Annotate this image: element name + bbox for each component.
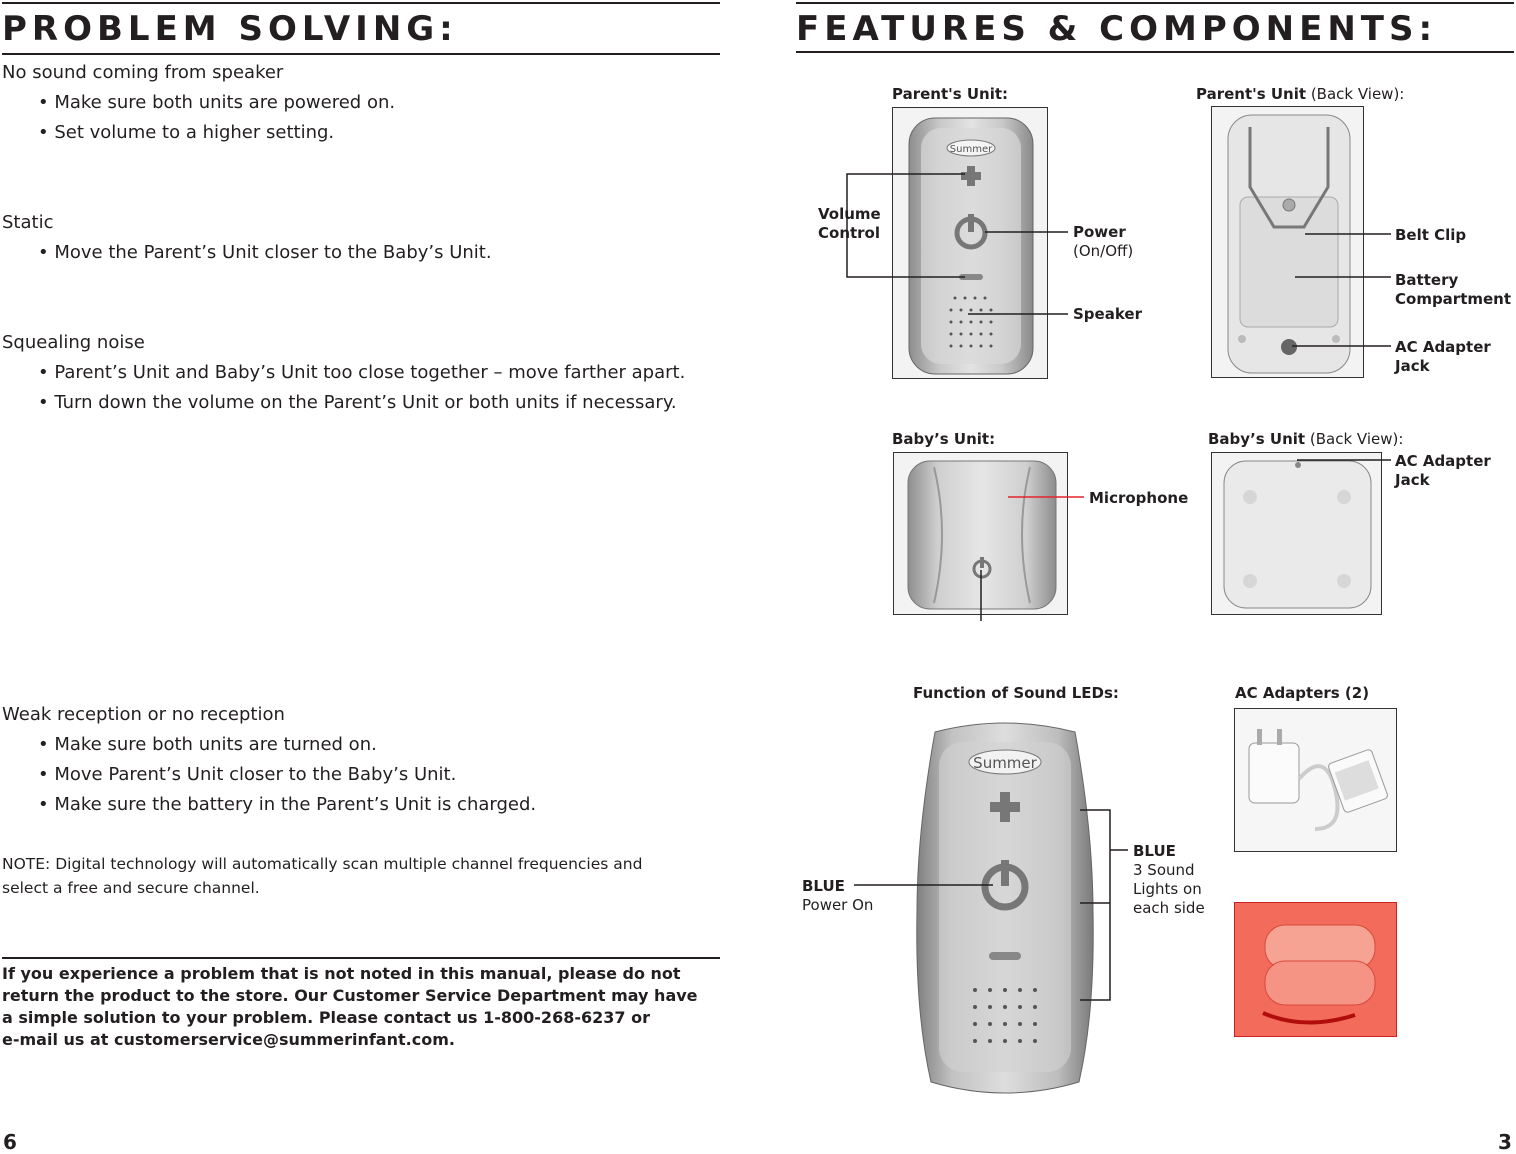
battery-compartment-label: Compartment xyxy=(1395,290,1512,308)
belt-clip-label: Belt Clip xyxy=(1395,226,1467,244)
ac-adapters-title: AC Adapters (2) xyxy=(1235,684,1370,702)
problem-bullet: • Move the Parent’s Unit closer to the Baby’s Unit. xyxy=(38,242,492,263)
problem-title: Weak reception or no reception xyxy=(2,704,285,725)
parents-unit-logo: Summer xyxy=(949,144,993,155)
microphone-label: Microphone xyxy=(1089,489,1189,507)
blue-power-on-label: BLUE xyxy=(802,877,845,895)
problem-bullet: • Move Parent’s Unit closer to the Baby’s Unit. xyxy=(38,764,457,785)
babys-unit-title: Baby’s Unit: xyxy=(892,430,996,448)
footer-line: a simple solution to your problem. Please contact us 1-800-268-6237 or xyxy=(2,1008,650,1027)
speaker-label: Speaker xyxy=(1073,305,1142,323)
customer-service-email: e-mail us at customerservice@summerinfant.com. xyxy=(2,1030,455,1049)
problem-title: Squealing noise xyxy=(2,332,145,353)
blue-sound-lights-sub: Lights on xyxy=(1133,880,1202,898)
note-line: NOTE: Digital technology will automatically scan multiple channel frequencies and xyxy=(2,855,643,873)
problem-bullet: • Make sure the battery in the Parent’s Unit is charged. xyxy=(38,794,537,815)
problem-bullet: • Turn down the volume on the Parent’s Unit or both units if necessary. xyxy=(38,392,677,413)
page-number-right: 3 xyxy=(1498,1130,1512,1154)
footer-line: return the product to the store. Our Customer Service Department may have xyxy=(2,986,698,1005)
volume-control-label: Control xyxy=(818,224,881,242)
power-sub-label: (On/Off) xyxy=(1073,242,1134,260)
babys-back-title-bold: Baby’s Unit xyxy=(1208,430,1306,448)
baby-ac-adapter-jack-label: AC Adapter xyxy=(1395,452,1491,470)
parents-back-title-bold: Parent's Unit xyxy=(1196,85,1307,103)
parents-back-title-rest: (Back View): xyxy=(1306,85,1405,103)
power-label: Power xyxy=(1073,223,1126,241)
babys-back-title-rest: (Back View): xyxy=(1305,430,1404,448)
volume-control-label: Volume xyxy=(818,205,881,223)
footer-line: If you experience a problem that is not noted in this manual, please do not xyxy=(2,964,681,983)
page-number-left: 6 xyxy=(3,1130,17,1154)
battery-illustration xyxy=(1235,903,1397,1037)
problem-bullet: • Make sure both units are turned on. xyxy=(38,734,377,755)
blue-sound-lights-sub: each side xyxy=(1133,899,1205,917)
ac-adapters-photo xyxy=(1234,708,1397,852)
blue-power-on-sub: Power On xyxy=(802,896,874,914)
sound-leds-title: Function of Sound LEDs: xyxy=(913,684,1119,702)
problem-bullet: • Make sure both units are powered on. xyxy=(38,92,396,113)
battery-photo xyxy=(1234,902,1397,1037)
problem-bullet: • Set volume to a higher setting. xyxy=(38,122,335,143)
blue-sound-lights-label: BLUE xyxy=(1133,842,1176,860)
battery-compartment-label: Battery xyxy=(1395,271,1459,289)
problem-bullet: • Parent’s Unit and Baby’s Unit too close together – move farther apart. xyxy=(38,362,686,383)
baby-ac-adapter-jack-label: Jack xyxy=(1395,471,1430,489)
ac-adapters-illustration xyxy=(1235,709,1397,852)
problem-title: Static xyxy=(2,212,54,233)
ac-adapter-jack-label: Jack xyxy=(1395,357,1430,375)
note-line: select a free and secure channel. xyxy=(2,879,260,897)
sound-leds-logo: Summer xyxy=(973,754,1037,772)
problem-solving-heading: PROBLEM SOLVING: xyxy=(2,9,458,49)
parents-unit-title: Parent's Unit: xyxy=(892,85,1009,103)
ac-adapter-jack-label: AC Adapter xyxy=(1395,338,1491,356)
blue-sound-lights-sub: 3 Sound xyxy=(1133,861,1195,879)
features-heading: FEATURES & COMPONENTS: xyxy=(796,9,1438,49)
problem-title: No sound coming from speaker xyxy=(2,62,284,83)
